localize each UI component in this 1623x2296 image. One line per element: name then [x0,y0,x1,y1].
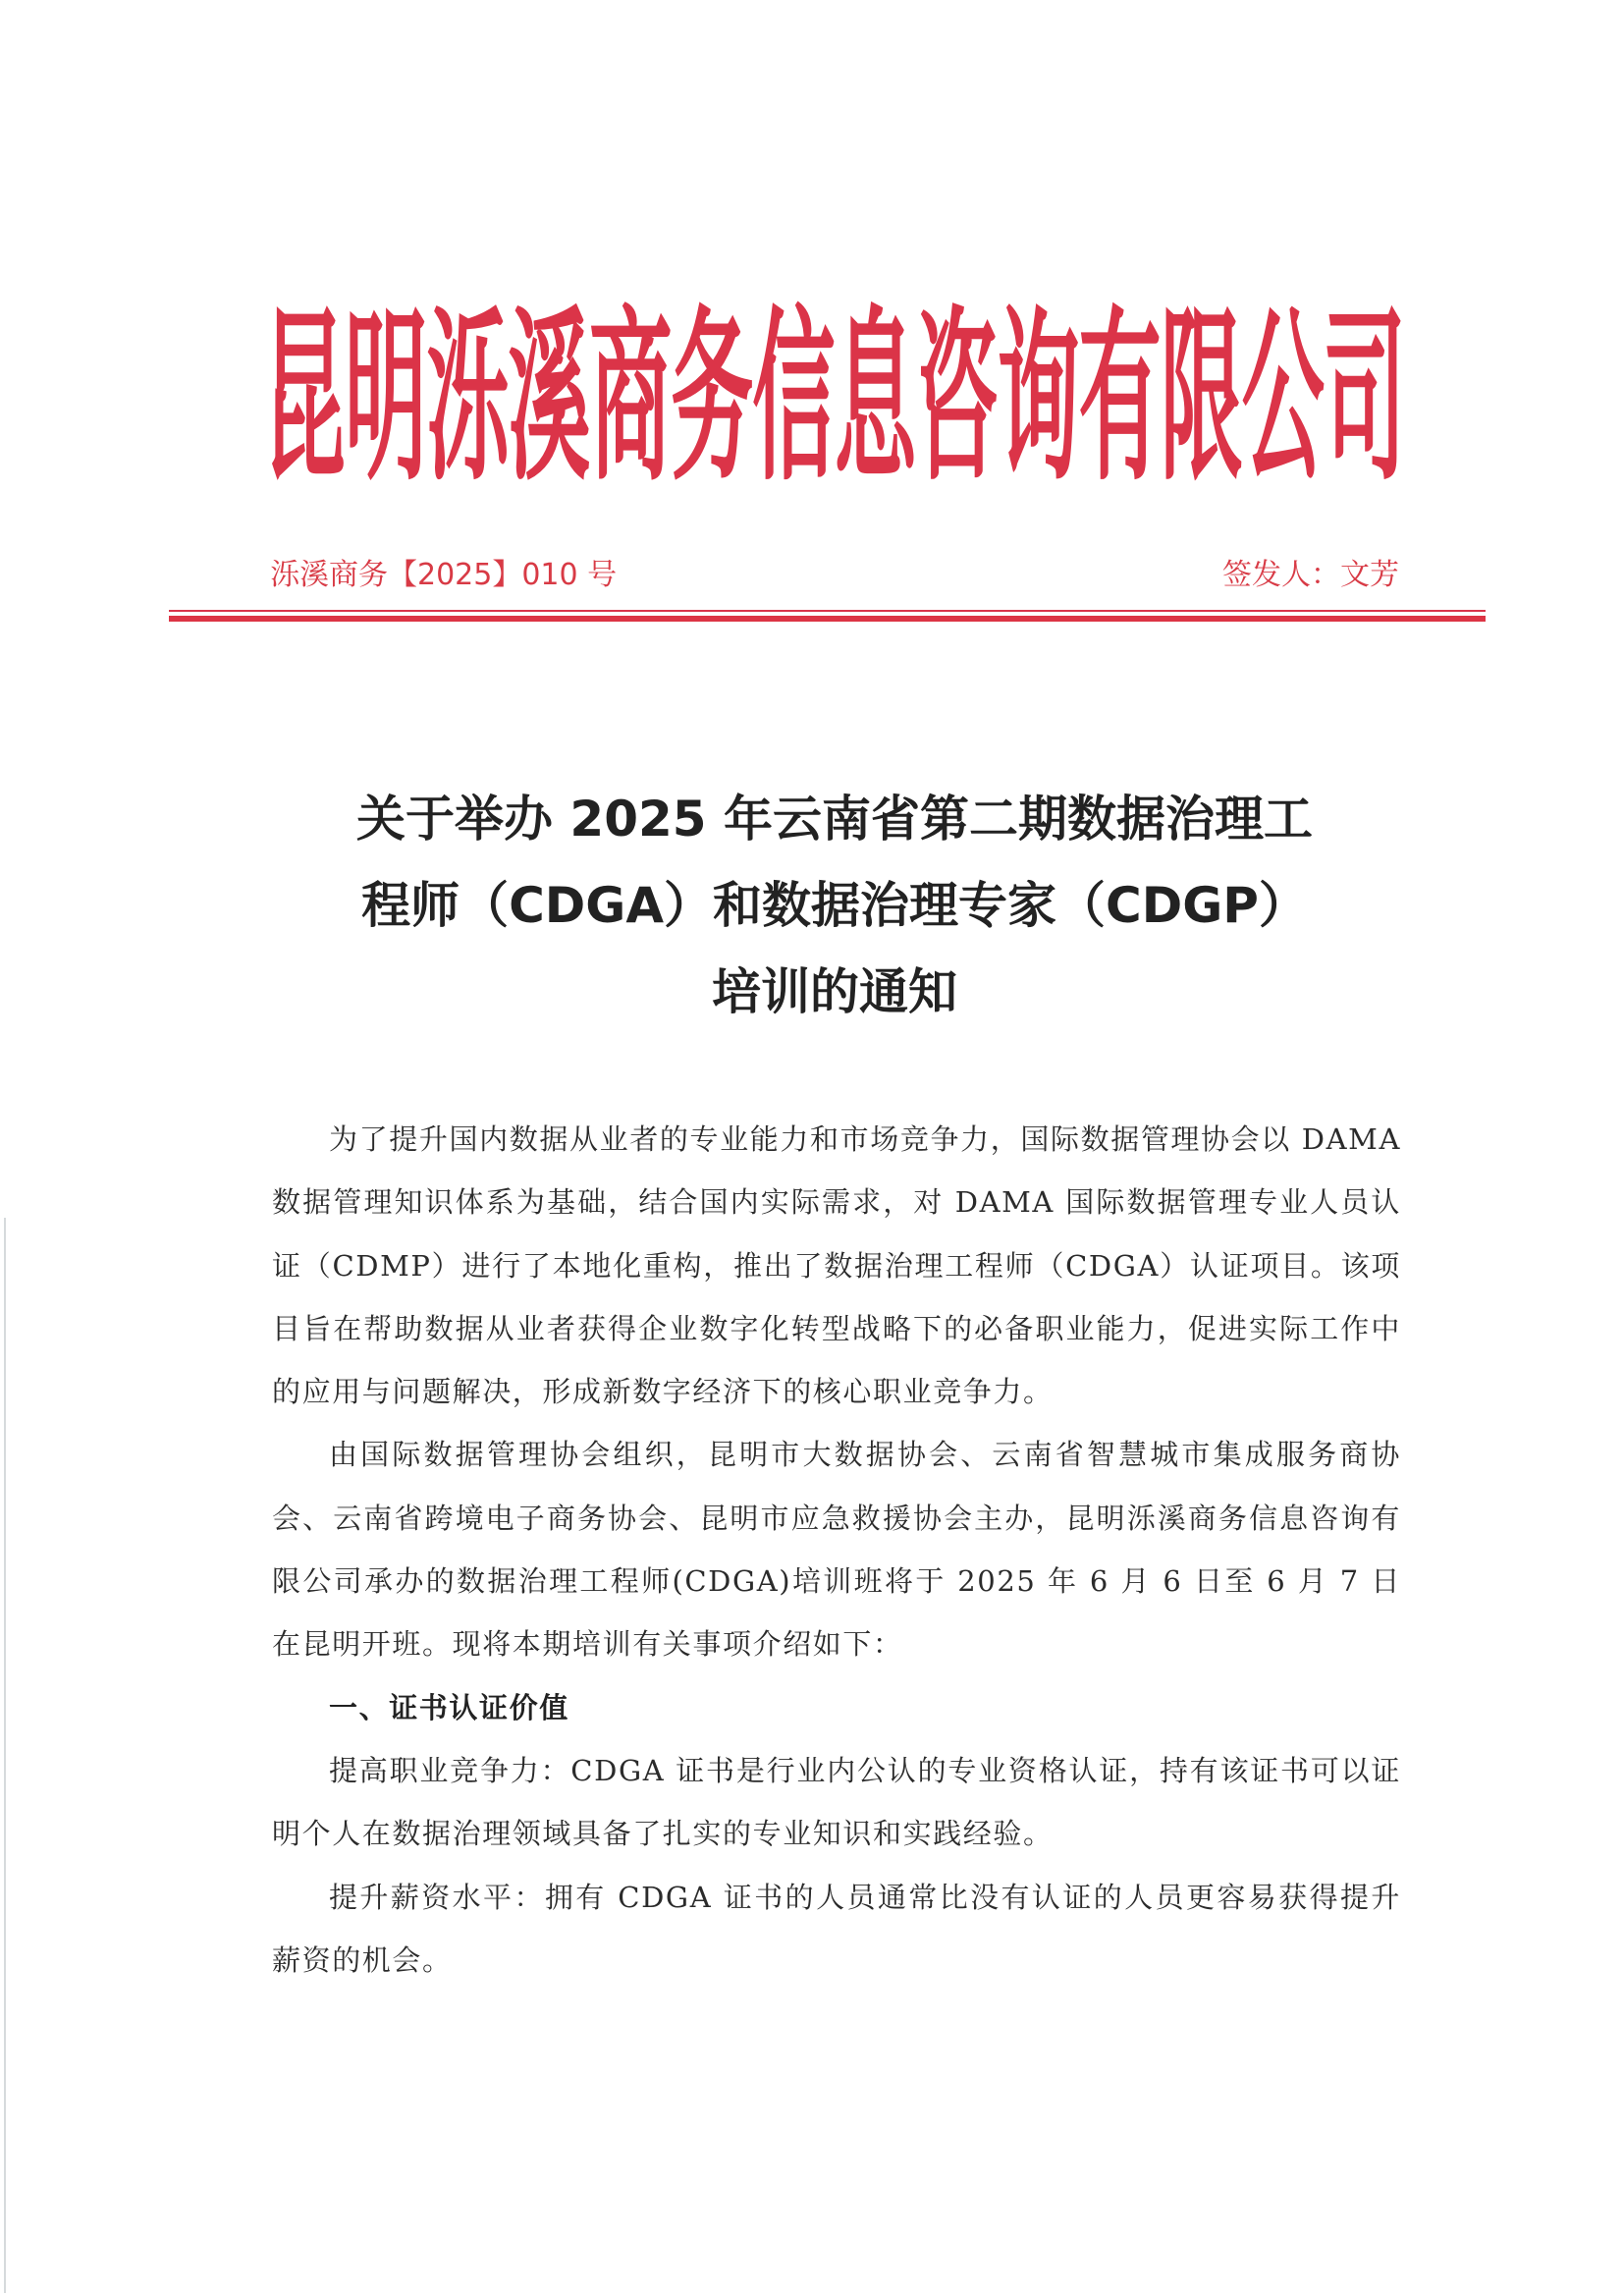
masthead-char: 息 [834,289,917,507]
document-body [272,1108,1401,1992]
masthead-char: 溪 [508,289,591,507]
header-rule-thick [169,616,1486,622]
masthead-char: 泺 [426,289,510,507]
paragraph-intro: 为了提升国内数据从业者的专业能力和市场竞争力，国际数据管理协会以 DAMA 数据管理知识体系为基础，结合国内实际需求，对 DAMA 国际数据管理专业人员认证（CDMP）进行了本地化重构，推出了数据治理工程师（CDGA）认证项目。该项目旨在帮助数据从业者获得企业数字化转型战略下的必备职业能力，促进实际工作中的应用与问题解决，形成新数字经济下的核心职业竞争力。 [272,1122,1401,1409]
masthead-char: 商 [589,289,673,507]
masthead-char: 司 [1323,289,1406,507]
paragraph-competitiveness: 提高职业竞争力：CDGA 证书是行业内公认的专业资格认证，持有该证书可以证明个人在数据治理领域具备了扎实的专业知识和实践经验。 [272,1753,1401,1851]
issuer-signature: 签发人：文芳 [1222,558,1399,592]
masthead-company-name [263,289,1406,507]
title-line: 培训的通知 [712,963,957,1020]
paragraph-salary: 提升薪资水平：拥有 CDGA 证书的人员通常比没有认证的人员更容易获得提升薪资的机会。 [272,1880,1401,1977]
document-title [255,776,1414,1035]
document-number: 泺溪商务【2025】010 号 [270,558,618,592]
masthead-char: 咨 [915,289,999,507]
masthead-char: 有 [1078,289,1162,507]
masthead-char: 明 [345,289,428,507]
header-rule-thin [169,610,1486,612]
masthead-char: 询 [997,289,1080,507]
masthead-char: 务 [671,289,754,507]
masthead-char: 限 [1160,289,1243,507]
title-line: 程师（CDGA）和数据治理专家（CDGP） [361,877,1308,934]
masthead-char: 昆 [263,289,347,507]
masthead-char: 公 [1241,289,1325,507]
masthead-char: 信 [752,289,836,507]
title-line: 关于举办 2025 年云南省第二期数据治理工 [356,791,1313,847]
scan-edge-line [4,1218,6,2293]
paragraph-organizers: 由国际数据管理协会组织，昆明市大数据协会、云南省智慧城市集成服务商协会、云南省跨境电子商务协会、昆明市应急救援协会主办，昆明泺溪商务信息咨询有限公司承办的数据治理工程师(CDGA)培训班将于 2025 年 6 月 6 日至 6 月 7 日在昆明开班。现将本期培训有关事项介绍如下： [272,1438,1401,1662]
section-heading-certificate-value: 一、证书认证价值 [329,1690,569,1724]
